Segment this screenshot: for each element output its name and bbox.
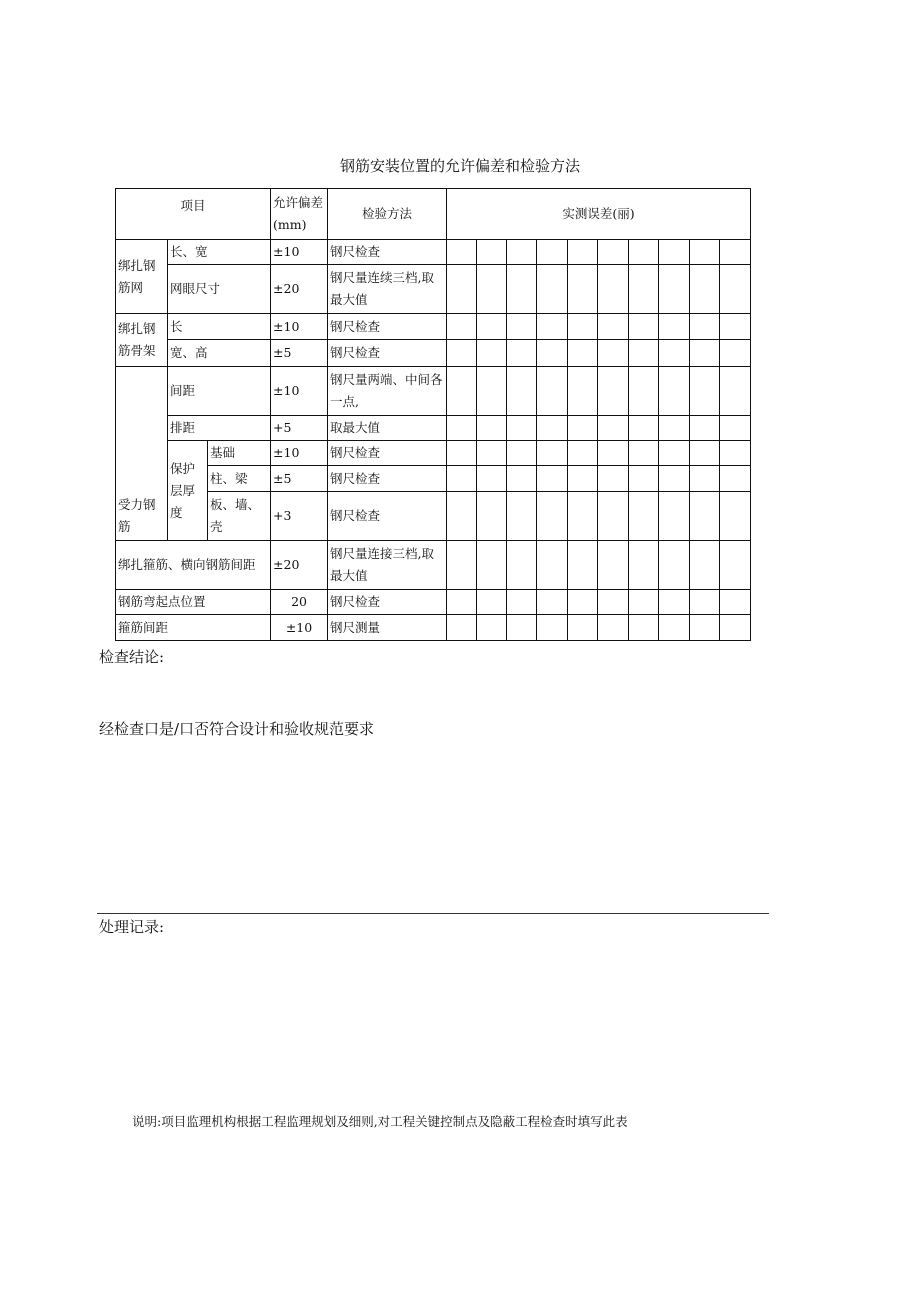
measure-cell[interactable] [568,340,598,367]
row-tolerance: ±10 [271,314,328,340]
measure-cell[interactable] [659,314,690,340]
row-method: 取最大值 [328,416,447,441]
row-method: 钢尺量两端、中间各一点, [328,367,447,416]
cover-label: 保护层厚度 [168,441,208,541]
row-method: 钢尺量连接三档,取最大值 [328,541,447,590]
measure-cell[interactable] [507,492,537,541]
page-title: 钢筋安装位置的允许偏差和检验方法 [339,157,580,175]
row-tolerance: 20 [271,590,328,615]
measure-cell[interactable] [447,314,477,340]
measure-cell[interactable] [659,492,690,541]
row-method: 钢尺检查 [328,340,447,367]
measure-cell[interactable] [720,615,751,641]
row-name: 宽、高 [168,340,271,367]
measure-cell[interactable] [629,314,659,340]
measure-cell[interactable] [690,541,720,590]
measure-cell[interactable] [537,492,568,541]
row-name: 箍筋间距 [116,615,271,641]
measure-cell[interactable] [537,441,568,466]
measure-cell[interactable] [598,492,629,541]
measure-cell[interactable] [568,492,598,541]
measure-cell[interactable] [690,265,720,314]
measure-cell[interactable] [629,416,659,441]
measure-cell[interactable] [690,615,720,641]
measure-cell[interactable] [447,340,477,367]
table-row [116,590,751,615]
record-label: 处理记录: [99,918,165,936]
tolerance-table [115,188,751,641]
measure-cell[interactable] [477,441,507,466]
measure-cell[interactable] [477,314,507,340]
measure-cell[interactable] [447,441,477,466]
measure-cell[interactable] [447,590,477,615]
measure-cell[interactable] [537,240,568,265]
measure-cell[interactable] [568,240,598,265]
measure-cell[interactable] [659,367,690,416]
measure-cell[interactable] [720,590,751,615]
measure-cell[interactable] [659,240,690,265]
measure-cell[interactable] [629,265,659,314]
measure-cell[interactable] [690,466,720,492]
row-name: 基础 [208,441,271,466]
footnote: 说明:项目监理机构根据工程监理规划及细则,对工程关键控制点及隐蔽工程检查时填写此表 [132,1114,628,1129]
header-item: 项目 [116,189,271,240]
measure-cell[interactable] [690,441,720,466]
measure-cell[interactable] [477,240,507,265]
table-row [116,441,751,466]
row-method: 钢尺量连续三档,取最大值 [328,265,447,314]
measure-cell[interactable] [598,367,629,416]
measure-cell[interactable] [447,240,477,265]
measure-cell[interactable] [447,416,477,441]
header-method: 检验方法 [328,189,447,240]
measure-cell[interactable] [537,367,568,416]
measure-cell[interactable] [629,441,659,466]
conclusion-label: 检查结论: [99,648,165,666]
measure-cell[interactable] [477,492,507,541]
row-name: 长、宽 [168,240,271,265]
measure-cell[interactable] [629,367,659,416]
row-method: 钢尺检查 [328,441,447,466]
row-method: 钢尺测量 [328,615,447,641]
measure-cell[interactable] [507,466,537,492]
measure-cell[interactable] [598,541,629,590]
measure-cell[interactable] [598,590,629,615]
measure-cell[interactable] [629,615,659,641]
measure-cell[interactable] [629,240,659,265]
table-row [116,340,751,367]
row-tolerance: ±10 [271,240,328,265]
row-method: 钢尺检查 [328,590,447,615]
measure-cell[interactable] [629,492,659,541]
row-method: 钢尺检查 [328,314,447,340]
table-row [116,314,751,340]
measure-cell[interactable] [507,314,537,340]
measure-cell[interactable] [537,314,568,340]
table-row [116,615,751,641]
group-main: 受力钢筋 [116,367,168,541]
measure-cell[interactable] [447,615,477,641]
measure-cell[interactable] [690,492,720,541]
measure-cell[interactable] [507,615,537,641]
measure-cell[interactable] [720,466,751,492]
measure-cell[interactable] [568,314,598,340]
measure-cell[interactable] [720,265,751,314]
table-row [116,492,751,541]
measure-cell[interactable] [720,441,751,466]
measure-cell[interactable] [537,590,568,615]
measure-cell[interactable] [537,615,568,641]
measure-cell[interactable] [690,240,720,265]
measure-cell[interactable] [477,265,507,314]
measure-cell[interactable] [598,615,629,641]
measure-cell[interactable] [447,466,477,492]
group-cage: 绑扎钢筋骨架 [116,314,168,367]
measure-cell[interactable] [477,466,507,492]
row-tolerance: ±20 [271,265,328,314]
measure-cell[interactable] [598,265,629,314]
measure-cell[interactable] [720,314,751,340]
conclusion-statement: 经检查口是/口否符合设计和验收规范要求 [99,720,375,738]
table-row [116,466,751,492]
measure-cell[interactable] [568,367,598,416]
measure-cell[interactable] [629,590,659,615]
row-name: 板、墙、壳 [208,492,271,541]
row-tolerance: ±10 [271,615,328,641]
measure-cell[interactable] [507,367,537,416]
row-name: 排距 [168,416,271,441]
measure-cell[interactable] [537,340,568,367]
header-row [116,189,751,240]
measure-cell[interactable] [629,340,659,367]
row-name: 长 [168,314,271,340]
measure-cell[interactable] [537,416,568,441]
measure-cell[interactable] [598,441,629,466]
row-tolerance: ±10 [271,367,328,416]
row-tolerance: ±10 [271,441,328,466]
row-name: 网眼尺寸 [168,265,271,314]
measure-cell[interactable] [477,416,507,441]
row-name: 柱、梁 [208,466,271,492]
measure-cell[interactable] [720,416,751,441]
divider-line [97,913,769,914]
measure-cell[interactable] [507,240,537,265]
measure-cell[interactable] [659,590,690,615]
measure-cell[interactable] [447,367,477,416]
measure-cell[interactable] [659,541,690,590]
measure-cell[interactable] [690,367,720,416]
group-mesh: 绑扎钢筋网 [116,240,168,314]
measure-cell[interactable] [720,492,751,541]
row-tolerance: +3 [271,492,328,541]
measure-cell[interactable] [598,340,629,367]
header-measured: 实测误差(丽) [447,189,751,240]
measure-cell[interactable] [447,492,477,541]
row-tolerance: ±5 [271,466,328,492]
measure-cell[interactable] [477,340,507,367]
measure-cell[interactable] [477,367,507,416]
measure-cell[interactable] [690,416,720,441]
measure-cell[interactable] [537,541,568,590]
measure-cell[interactable] [568,416,598,441]
measure-cell[interactable] [537,466,568,492]
measure-cell[interactable] [659,265,690,314]
row-name: 间距 [168,367,271,416]
measure-cell[interactable] [659,416,690,441]
table-row [116,541,751,590]
table-row [116,265,751,314]
row-tolerance: ±5 [271,340,328,367]
measure-cell[interactable] [720,541,751,590]
measure-cell[interactable] [690,314,720,340]
measure-cell[interactable] [568,466,598,492]
measure-cell[interactable] [507,340,537,367]
measure-cell[interactable] [629,541,659,590]
measure-cell[interactable] [447,541,477,590]
measure-cell[interactable] [690,590,720,615]
measure-cell[interactable] [507,541,537,590]
measure-cell[interactable] [568,615,598,641]
row-name: 钢筋弯起点位置 [116,590,271,615]
row-method: 钢尺检查 [328,466,447,492]
measure-cell[interactable] [598,416,629,441]
measure-cell[interactable] [507,441,537,466]
measure-cell[interactable] [568,541,598,590]
measure-cell[interactable] [568,590,598,615]
measure-cell[interactable] [720,340,751,367]
row-method: 钢尺检查 [328,492,447,541]
measure-cell[interactable] [659,615,690,641]
measure-cell[interactable] [477,615,507,641]
measure-cell[interactable] [477,541,507,590]
measure-cell[interactable] [568,441,598,466]
measure-cell[interactable] [447,265,477,314]
measure-cell[interactable] [720,240,751,265]
header-tolerance: 允许偏差(mm) [271,189,328,240]
measure-cell[interactable] [507,265,537,314]
table-row [116,367,751,416]
row-name: 绑扎箍筋、横向钢筋间距 [116,541,271,590]
measure-cell[interactable] [568,265,598,314]
measure-cell[interactable] [507,590,537,615]
table-row [116,416,751,441]
measure-cell[interactable] [659,466,690,492]
measure-cell[interactable] [598,466,629,492]
measure-cell[interactable] [598,240,629,265]
measure-cell[interactable] [690,340,720,367]
measure-cell[interactable] [629,466,659,492]
table-row [116,240,751,265]
measure-cell[interactable] [477,590,507,615]
measure-cell[interactable] [659,340,690,367]
measure-cell[interactable] [507,416,537,441]
measure-cell[interactable] [598,314,629,340]
measure-cell[interactable] [537,265,568,314]
row-tolerance: ±20 [271,541,328,590]
measure-cell[interactable] [659,441,690,466]
row-method: 钢尺检查 [328,240,447,265]
measure-cell[interactable] [720,367,751,416]
row-tolerance: +5 [271,416,328,441]
